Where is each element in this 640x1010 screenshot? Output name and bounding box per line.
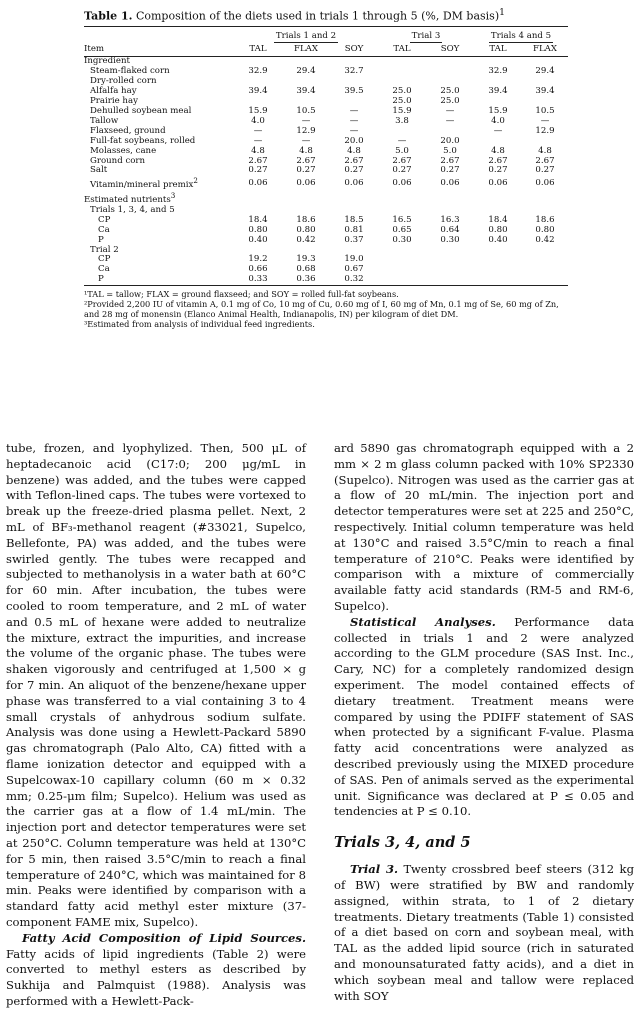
table-cell: — xyxy=(445,106,455,116)
row-label-text: Full-fat soybeans, rolled xyxy=(90,135,196,146)
column-header: TAL xyxy=(249,43,267,54)
paragraph-text: Fatty acids of lipid ingredients (Table 2) were converted to methyl esters as described by Sukhija and Palmquist (1988). Analysis was performed with a Hewlett-Pack- xyxy=(6,946,306,1008)
table-cell: — xyxy=(253,135,263,146)
table-cell: 25.0 xyxy=(440,96,460,107)
row-label-text: Vitamin/mineral premix xyxy=(90,180,194,191)
paragraph-text: Twenty crossbred beef steers (312 kg of BW) were stratified by BW and randomly assigned, within strata, to 1 of 2 dietary treatments. Dietary treatments (Table 1) consisted of a diet based on corn and soybean meal, with TAL as the added lipid source (rich in saturated and monounsaturated fatty acids), and a diet in which soybean meal and tallow were replaced with SOY xyxy=(334,862,634,1003)
table-cell: 0.30 xyxy=(392,234,412,245)
table-cell: 4.0 xyxy=(251,115,265,126)
group-header-trials-4-5: Trials 4 and 5 xyxy=(490,30,552,41)
row-label-footnote-mark: 3 xyxy=(170,191,176,201)
table-cell: 18.6 xyxy=(296,214,316,225)
table-cell: 0.81 xyxy=(344,224,364,235)
table-cell xyxy=(378,191,426,206)
column-header: TAL xyxy=(489,43,507,54)
table-cell: 32.9 xyxy=(248,66,268,77)
body-paragraph: tube, frozen, and lyophylized. Then, 500 μL of heptadecanoic acid (C17:0; 200 μg/mL in benzene) was added, and the tubes were capped with Teflon-lined caps. The tubes were vortexed to break up the freeze-dried plasma pellet. Next, 2 mL of BF₃-methanol reagent (#33021, Supelco, Bellefonte, PA) was added, and the tubes were swirled gently. The tubes were recapped and subjected to methanolysis in a water bath at 60°C for 60 min. After incubation, the tubes were cooled to room temperature, and 2 mL of water and 0.5 mL of hexane were added to neutralize the mixture, extract the impurities, and increase the volume of the organic phase. The tubes were shaken vigorously and centrifuged at 1,500 × g for 7 min. An aliquot of the benzene/hexane upper phase was transferred to a vial containing 3 to 4 small crystals of anhydrous sodium sulfate. Analysis was done using a Hewlett-Packard 5890 gas chromatograph (Palo Alto, CA) fitted with a flame ionization detector and equipped with a Supelcowax-10 capillary column (60 m × 0.32 mm; 0.25-μm film; Supelco). Helium was used as the carrier gas at a flow of 1.4 mL/min. The injection port and detector temperatures were set at 250°C. Column temperature was held at 130°C for 5 min, then raised 3.5°C/min to reach a final temperature of 240°C, which was maintained for 8 min. Peaks were identified by comparison with a standard fatty acid methyl ester mixture (37-component FAME mix, Supelco). xyxy=(6,441,306,929)
table-cell xyxy=(474,246,522,256)
table-cell: — xyxy=(301,115,311,126)
table-cell: 32.9 xyxy=(488,66,508,77)
table-cell xyxy=(426,255,474,265)
table-cell xyxy=(426,246,474,256)
right-text-column xyxy=(334,441,634,1004)
table-row xyxy=(84,67,568,77)
table-cell: — xyxy=(349,115,359,126)
row-label-text: Ingredient xyxy=(84,56,130,67)
table-footnote: ¹TAL = tallow; FLAX = ground flaxseed; and SOY = rolled full-fat soybeans. xyxy=(84,289,399,300)
table-cell: 29.4 xyxy=(535,66,555,77)
row-label-text: Trial 2 xyxy=(90,244,119,255)
table-cell: 0.30 xyxy=(440,234,460,245)
table-cell: 0.06 xyxy=(440,177,460,188)
table-footnote: ²Provided 2,200 IU of vitamin A, 0.1 mg of Co, 10 mg of Cu, 0.60 mg of I, 60 mg of Mn, 0.1 mg of Se, 60 mg of Zn, and 28 mg of monensin (Elanco Animal Health, Indianapolis, IN) per kilogram of diet DM. xyxy=(84,299,559,320)
table-cell: 16.3 xyxy=(440,214,460,225)
table-group-header-row xyxy=(84,32,568,43)
table-cell: 15.9 xyxy=(488,106,508,116)
row-label-text: Ca xyxy=(98,264,110,275)
table-cell: 16.5 xyxy=(392,214,412,225)
column-header: FLAX xyxy=(294,43,318,54)
table-cell xyxy=(378,265,426,275)
table-footnotes xyxy=(84,289,568,329)
group-header-trials-1-2: Trials 1 and 2 xyxy=(275,30,337,41)
table-cell xyxy=(426,191,474,206)
row-label-footnote-mark: 2 xyxy=(193,176,198,186)
table-cell xyxy=(282,191,330,206)
table-row xyxy=(84,176,568,191)
paragraph-text: Performance data collected in trials 1 and 2 were analyzed according to the GLM procedure (SAS Inst. Inc., Cary, NC) for a completely randomized design experiment. The model contained effects of dietary treatment. Treatment means were compared by using the PDIFF statement of SAS when protected by a significant F-value. Plasma fatty acid concentrations were analyzed as described previously using the MIXED procedure of SAS. Pen of animals served as the experimental unit. Significance was declared at P ≤ 0.05 and tendencies at P ≤ 0.10. xyxy=(334,614,635,819)
table-cell: 3.8 xyxy=(395,115,409,126)
column-header: SOY xyxy=(344,43,364,54)
table-cell: 2.67 xyxy=(296,155,316,166)
row-label-text: Ca xyxy=(98,224,110,235)
table-column-header-row xyxy=(84,43,568,57)
table-cell: 0.40 xyxy=(248,234,268,245)
table-cell xyxy=(378,246,426,256)
table-cell: 0.27 xyxy=(344,165,364,176)
table-cell: 5.0 xyxy=(443,145,457,156)
table-cell: — xyxy=(540,115,550,126)
table-cell xyxy=(330,191,378,206)
table-cell: 2.67 xyxy=(392,155,412,166)
table-cell xyxy=(522,246,568,256)
column-header: SOY xyxy=(440,43,460,54)
table-cell: 39.4 xyxy=(248,86,268,97)
table-cell xyxy=(378,57,426,67)
table-cell: 0.42 xyxy=(535,234,555,245)
table-cell xyxy=(522,255,568,265)
table-cell: — xyxy=(349,106,359,116)
table-row xyxy=(84,87,568,97)
table-cell: 0.06 xyxy=(535,177,555,188)
column-header-item: Item xyxy=(84,43,105,54)
table-cell: 18.5 xyxy=(344,214,364,225)
table-cell: 20.0 xyxy=(440,135,460,146)
table-cell: 0.66 xyxy=(248,264,268,275)
table-cell: 0.32 xyxy=(344,274,364,285)
table-cell xyxy=(378,67,426,77)
table-cell xyxy=(234,191,282,206)
group-header-trial-3: Trial 3 xyxy=(411,30,441,41)
table-cell: 0.36 xyxy=(296,274,316,285)
table-row xyxy=(84,246,568,256)
table-cell: 4.8 xyxy=(347,145,361,156)
table-cell xyxy=(522,265,568,275)
table-cell: 0.33 xyxy=(248,274,268,285)
paragraph-heading: Statistical Analyses. xyxy=(350,614,496,629)
row-label xyxy=(84,176,234,191)
table-cell: 15.9 xyxy=(248,106,268,116)
column-header: TAL xyxy=(393,43,411,54)
table-cell: 39.5 xyxy=(344,86,364,97)
table-cell: 15.9 xyxy=(392,106,412,116)
table-cell: 10.5 xyxy=(296,106,316,116)
table-cell xyxy=(522,191,568,206)
table-cell: 2.67 xyxy=(488,155,508,166)
table-cell: 18.4 xyxy=(248,214,268,225)
table-cell: 0.80 xyxy=(535,224,555,235)
body-paragraph: ard 5890 gas chromatograph equipped with a 2 mm × 2 m glass column packed with 10% SP2330 (Supelco). Nitrogen was used as the carrier gas at a flow of 20 mL/min. The injection port and detector temperatures were set at 225 and 250°C, respectively. Initial column temperature was held at 130°C and raised 3.5°C/min to reach a final temperature of 210°C. Peaks were identified by comparison with a mixture of commercially available fatty acid standards (RM-5 and RM-6, Supelco). xyxy=(334,441,634,613)
body-paragraph xyxy=(6,931,306,1010)
row-label-text: P xyxy=(98,234,104,245)
table-cell: — xyxy=(349,125,359,136)
table-cell: 0.64 xyxy=(440,224,460,235)
table-cell: 2.67 xyxy=(248,155,268,166)
table-row xyxy=(84,166,568,176)
table-cell xyxy=(378,275,426,285)
table-cell: 0.06 xyxy=(488,177,508,188)
table-cell xyxy=(378,255,426,265)
table-cell xyxy=(426,275,474,285)
table-cell: 25.0 xyxy=(392,96,412,107)
table-cell: 18.4 xyxy=(488,214,508,225)
table-cell xyxy=(426,67,474,77)
table-cell: 0.27 xyxy=(248,165,268,176)
table-cell: 4.8 xyxy=(491,145,505,156)
table-cell: 0.42 xyxy=(296,234,316,245)
row-label-text: Ground corn xyxy=(90,155,146,166)
table-cell: 0.27 xyxy=(392,165,412,176)
table-cell: 39.4 xyxy=(488,86,508,97)
table-cell xyxy=(474,191,522,206)
table-cell: 0.06 xyxy=(248,177,268,188)
table-cell: 5.0 xyxy=(395,145,409,156)
table-cell: 0.27 xyxy=(488,165,508,176)
table-cell: 0.65 xyxy=(392,224,412,235)
row-label-text: Molasses, cane xyxy=(90,145,157,156)
table-caption-label: Table 1. xyxy=(84,9,133,23)
table-cell: — xyxy=(445,115,455,126)
table-cell: 4.8 xyxy=(538,145,552,156)
table-cell: 18.6 xyxy=(535,214,555,225)
table-cell: 20.0 xyxy=(344,135,364,146)
table-cell xyxy=(474,265,522,275)
table-cell: 39.4 xyxy=(535,86,555,97)
table-cell xyxy=(522,275,568,285)
table-cell: 0.68 xyxy=(296,264,316,275)
table-cell: 0.67 xyxy=(344,264,364,275)
table-cell: 0.37 xyxy=(344,234,364,245)
table-caption xyxy=(84,6,568,24)
row-label-text: Dry-rolled corn xyxy=(90,76,157,87)
row-label-text: Alfalfa hay xyxy=(90,86,137,97)
table-cell: 10.5 xyxy=(535,106,555,116)
table-cell: 0.06 xyxy=(344,177,364,188)
table-row xyxy=(84,275,568,285)
paragraph-heading: Fatty Acid Composition of Lipid Sources. xyxy=(22,930,306,945)
table-cell: 2.67 xyxy=(440,155,460,166)
table-cell: 0.06 xyxy=(392,177,412,188)
table-caption-footnote-mark: 1 xyxy=(499,7,505,18)
table-cell xyxy=(426,265,474,275)
table-cell: 4.8 xyxy=(251,145,265,156)
table-cell: 2.67 xyxy=(344,155,364,166)
table-cell: — xyxy=(493,125,503,136)
row-label-text: Prairie hay xyxy=(90,96,138,107)
row-label-text: Steam-flaked corn xyxy=(90,66,170,77)
table-cell: 0.27 xyxy=(535,165,555,176)
row-label-text: Tallow xyxy=(90,115,119,126)
table-cell: 4.0 xyxy=(491,115,505,126)
table-cell: 29.4 xyxy=(296,66,316,77)
table-cell: 25.0 xyxy=(392,86,412,97)
row-label-text: Dehulled soybean meal xyxy=(90,106,192,116)
table-cell xyxy=(474,255,522,265)
row-label-text: CP xyxy=(98,254,111,265)
row-label-text: Salt xyxy=(90,165,108,176)
row-label-text: Flaxseed, ground xyxy=(90,125,166,136)
table-cell: 19.2 xyxy=(248,254,268,265)
table-cell: 32.7 xyxy=(344,66,364,77)
table-cell: 0.80 xyxy=(248,224,268,235)
composition-table xyxy=(84,26,568,286)
column-header: FLAX xyxy=(533,43,557,54)
table-cell: — xyxy=(301,135,311,146)
row-label-text: CP xyxy=(98,214,111,225)
row-label xyxy=(84,166,234,176)
table-cell: 12.9 xyxy=(535,125,555,136)
row-label-text: P xyxy=(98,274,104,285)
body-paragraph xyxy=(334,862,634,1004)
table-cell: 0.80 xyxy=(296,224,316,235)
table-cell: 0.40 xyxy=(488,234,508,245)
section-heading: Trials 3, 4, and 5 xyxy=(334,834,471,852)
table-row xyxy=(84,255,568,265)
table-row xyxy=(84,191,568,206)
table-footnote: ³Estimated from analysis of individual feed ingredients. xyxy=(84,319,315,330)
table-cell: 0.06 xyxy=(296,177,316,188)
left-text-column xyxy=(6,441,306,1010)
row-label xyxy=(84,226,234,236)
table-cell: 0.27 xyxy=(296,165,316,176)
table-cell xyxy=(474,275,522,285)
table-cell: 2.67 xyxy=(535,155,555,166)
table-row xyxy=(84,265,568,275)
table-cell: 25.0 xyxy=(440,86,460,97)
composition-table-block xyxy=(84,6,568,329)
row-label xyxy=(84,265,234,275)
table-cell: 19.3 xyxy=(296,254,316,265)
row-label xyxy=(84,275,234,285)
table-cell: 12.9 xyxy=(296,125,316,136)
table-cell: — xyxy=(253,125,263,136)
row-label-text: Trials 1, 3, 4, and 5 xyxy=(90,204,175,215)
table-row xyxy=(84,236,568,246)
paragraph-heading: Trial 3. xyxy=(350,862,399,877)
table-caption-text: Composition of the diets used in trials 1 through 5 (%, DM basis) xyxy=(132,9,500,23)
row-label-text: Estimated nutrients xyxy=(84,194,171,205)
table-cell: 39.4 xyxy=(296,86,316,97)
table-cell xyxy=(426,57,474,67)
table-body xyxy=(84,57,568,286)
row-label xyxy=(84,191,234,206)
table-cell: 0.27 xyxy=(440,165,460,176)
table-cell: 4.8 xyxy=(299,145,313,156)
table-cell: 19.0 xyxy=(344,254,364,265)
table-cell: — xyxy=(397,135,407,146)
table-cell: 0.80 xyxy=(488,224,508,235)
body-paragraph xyxy=(334,615,634,820)
